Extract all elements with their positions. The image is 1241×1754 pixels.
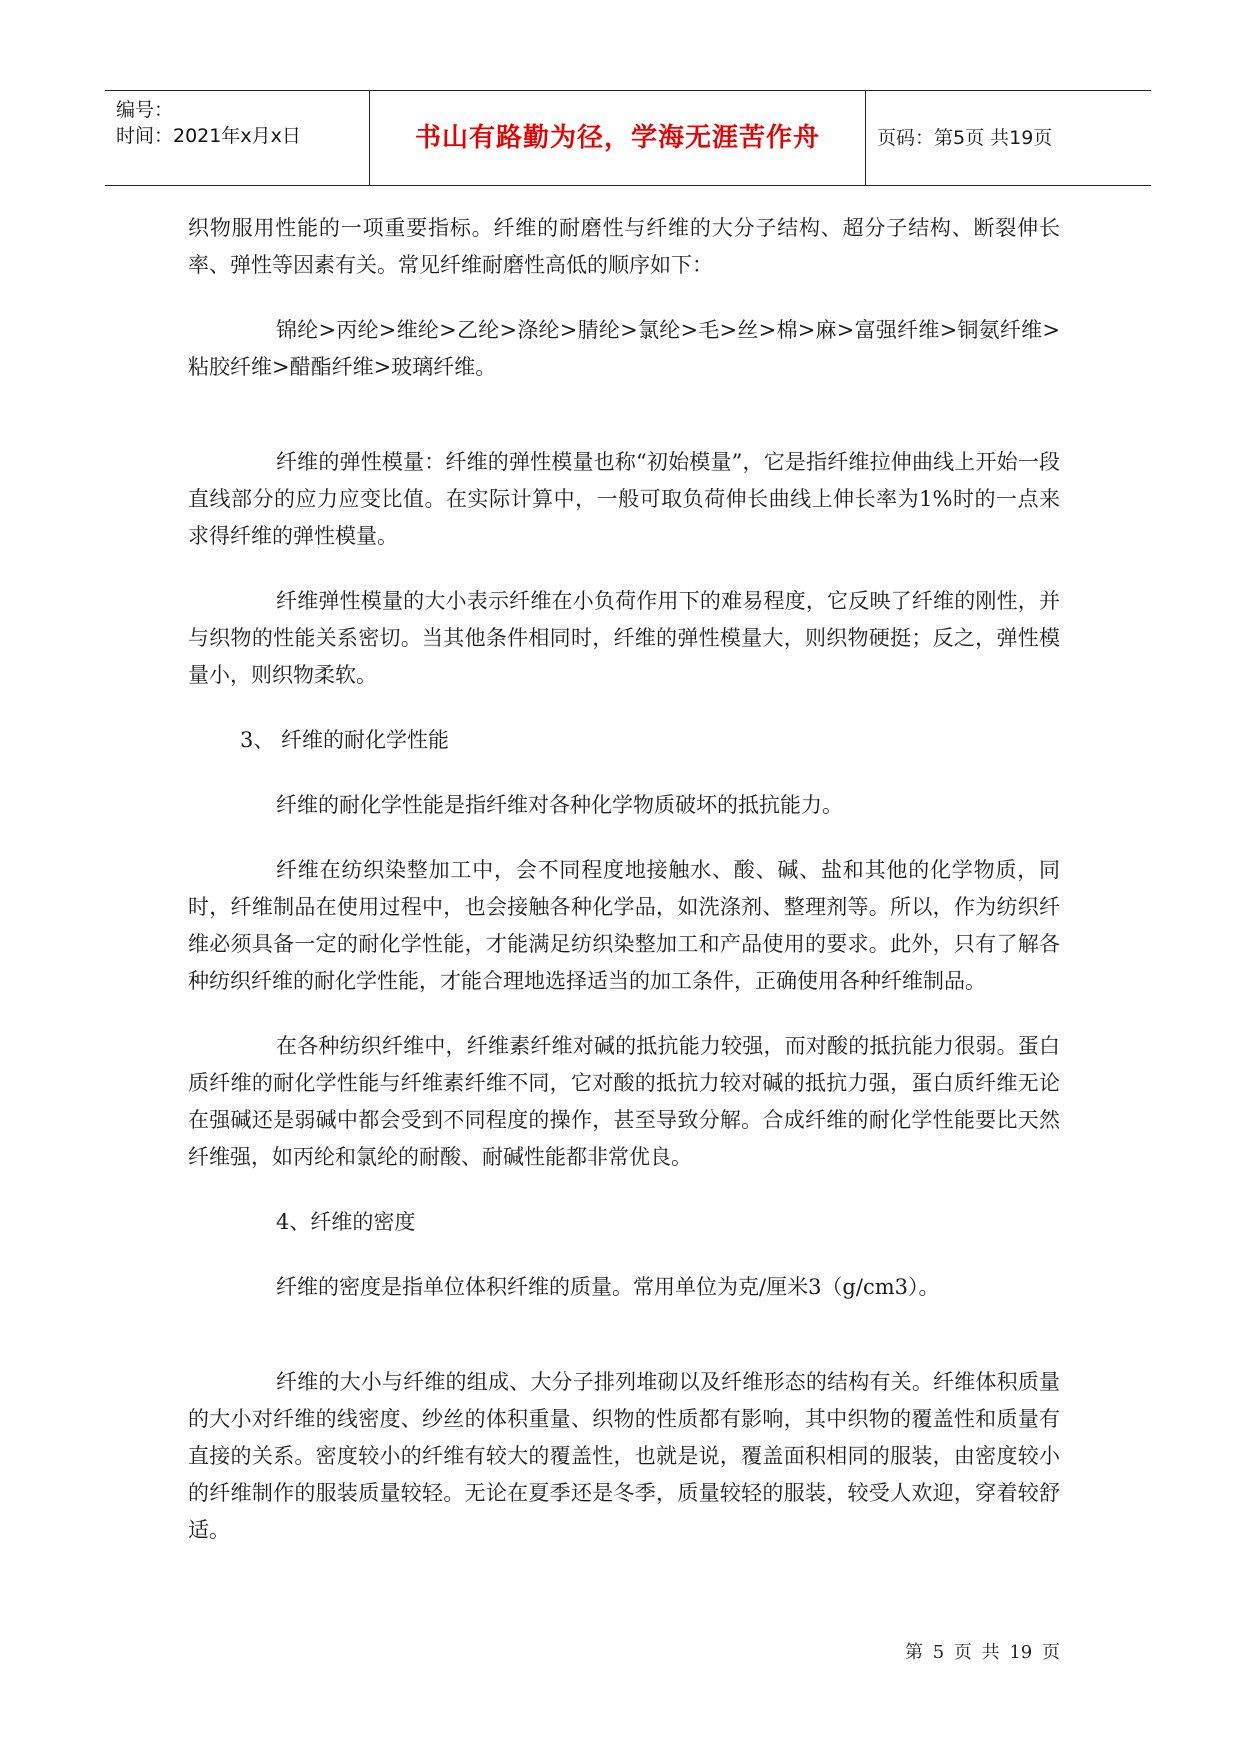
header-motto: 书山有路勤为径，学海无涯苦作舟 [370,91,866,185]
header-info-cell [105,91,370,185]
document-number-label: 编号： [116,99,174,121]
section-heading-density: 4、纤维的密度 [276,1210,416,1234]
paragraph-abrasion-order: 锦纶>丙纶>维纶>乙纶>涤纶>腈纶>氯纶>毛>丝>棉>麻>富强纤维>铜氨纤维>粘胶纤维>醋酯纤维>玻璃纤维。 [188,318,1060,379]
paragraph-density-effect: 纤维的大小与纤维的组成、大分子排列堆砌以及纤维形态的结构有关。纤维体积质量的大小对纤维的线密度、纱丝的体积重量、织物的性质都有影响，其中织物的覆盖性和质量有直接的关系。密度较小的纤维有较大的覆盖性，也就是说，覆盖面积相同的服装，由密度较小的纤维制作的服装质量较轻。无论在夏季还是冬季，质量较轻的服装，较受人欢迎，穿着较舒适。 [188,1370,1060,1542]
paragraph-abrasion-intro: 织物服用性能的一项重要指标。纤维的耐磨性与纤维的大分子结构、超分子结构、断裂伸长率、弹性等因素有关。常见纤维耐磨性高低的顺序如下： [188,216,1060,277]
paragraph-chemical-processing: 纤维在纺织染整加工中，会不同程度地接触水、酸、碱、盐和其他的化学物质，同时，纤维制品在使用过程中，也会接触各种化学品，如洗涤剂、整理剂等。所以，作为纺织纤维必须具备一定的耐化学性能，才能满足纺织染整加工和产品使用的要求。此外，只有了解各种纺织纤维的耐化学性能，才能合理地选择适当的加工条件，正确使用各种纤维制品。 [188,858,1060,993]
paragraph-elastic-modulus: 纤维的弹性模量：纤维的弹性模量也称“初始模量”，它是指纤维拉伸曲线上开始一段直线部分的应力应变比值。在实际计算中，一般可取负荷伸长曲线上伸长率为1%时的一点来求得纤维的弹性模量。 [188,450,1060,548]
section-heading-chemical: 3、 纤维的耐化学性能 [240,728,450,752]
page-footer: 第 5 页 共 19 页 [905,1642,1060,1663]
document-body [188,210,1060,1577]
paragraph-chemical-definition: 纤维的耐化学性能是指纤维对各种化学物质破坏的抵抗能力。 [276,793,843,817]
header-page-label: 页码：第5页 共19页 [877,127,1053,149]
paragraph-chemical-comparison: 在各种纺织纤维中，纤维素纤维对碱的抵抗能力较强，而对酸的抵抗能力很弱。蛋白质纤维的耐化学性能与纤维素纤维不同，它对酸的抵抗力较对碱的抵抗力强，蛋白质纤维无论在强碱还是弱碱中都会受到不同程度的操作，甚至导致分解。合成纤维的耐化学性能要比天然纤维强，如丙纶和氯纶的耐酸、耐碱性能都非常优良。 [188,1034,1060,1169]
paragraph-modulus-effect: 纤维弹性模量的大小表示纤维在小负荷作用下的难易程度，它反映了纤维的刚性，并与织物的性能关系密切。当其他条件相同时，纤维的弹性模量大，则织物硬挺；反之，弹性模量小，则织物柔软。 [188,589,1060,687]
page-header [105,90,1151,186]
document-date-label: 时间：2021年x月x日 [116,125,301,147]
paragraph-density-definition: 纤维的密度是指单位体积纤维的质量。常用单位为克/厘米3（g/cm3）。 [276,1275,940,1299]
